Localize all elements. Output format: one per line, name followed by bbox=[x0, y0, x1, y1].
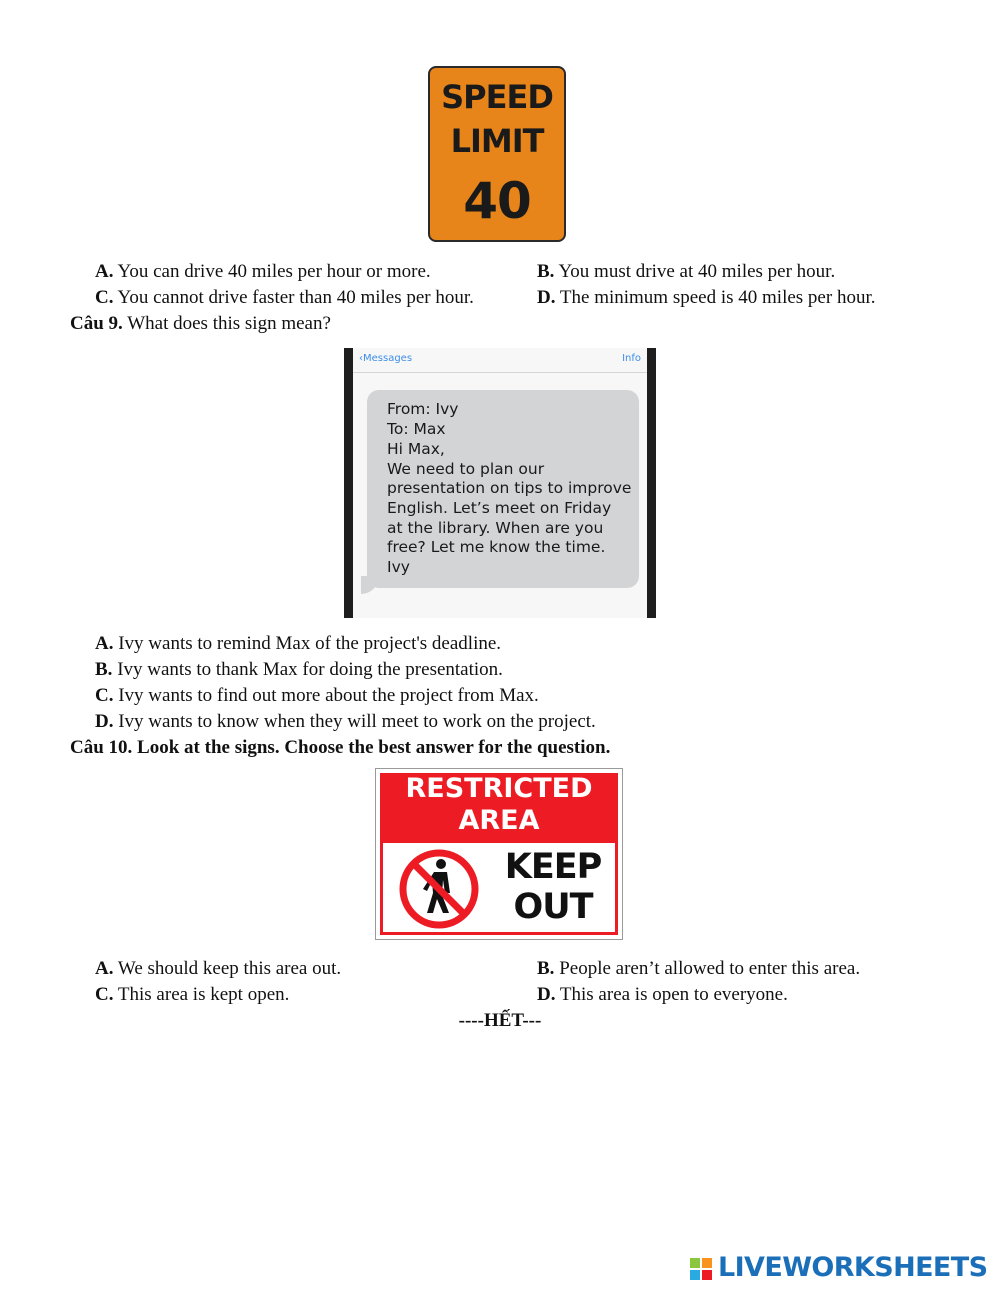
back-to-messages: ‹Messages bbox=[359, 353, 413, 364]
option-text: Ivy wants to know when they will meet to work on the project. bbox=[118, 711, 596, 732]
liveworksheets-badge-icon bbox=[690, 1258, 712, 1280]
logo-text: LIVEWORKSHEETS bbox=[718, 1252, 988, 1283]
option-letter: C. bbox=[95, 685, 114, 706]
q9-option-d[interactable] bbox=[95, 709, 596, 735]
message-line: From: Ivy bbox=[387, 400, 459, 418]
option-letter: A. bbox=[95, 958, 114, 979]
question-label: Câu 9. bbox=[70, 313, 123, 334]
q10-heading bbox=[70, 735, 610, 761]
message-line: English. Let’s meet on Friday bbox=[387, 499, 612, 517]
sign-text-restricted: RESTRICTED bbox=[405, 773, 593, 804]
message-line: Hi Max, bbox=[387, 440, 445, 458]
question-text: What does this sign mean? bbox=[127, 313, 331, 334]
option-letter: C. bbox=[95, 984, 114, 1005]
text-message-screenshot bbox=[344, 348, 656, 618]
restricted-area-sign bbox=[375, 768, 623, 940]
message-line: To: Max bbox=[387, 420, 446, 438]
message-bubble bbox=[367, 390, 639, 588]
option-text: People aren’t allowed to enter this area. bbox=[559, 958, 861, 979]
message-line: at the library. When are you bbox=[387, 519, 604, 537]
sign-text-out: OUT bbox=[513, 887, 593, 927]
speed-limit-sign bbox=[428, 66, 566, 242]
message-line: Ivy bbox=[387, 558, 410, 576]
option-letter: B. bbox=[537, 958, 555, 979]
q9-heading bbox=[70, 311, 331, 337]
option-letter: A. bbox=[95, 633, 114, 654]
restricted-area-banner bbox=[380, 773, 618, 843]
option-text: Ivy wants to remind Max of the project's deadline. bbox=[118, 633, 502, 654]
option-text: You can drive 40 miles per hour or more. bbox=[117, 261, 431, 282]
option-text: The minimum speed is 40 miles per hour. bbox=[559, 287, 876, 308]
keep-out-text bbox=[491, 847, 615, 927]
message-line: free? Let me know the time. bbox=[387, 538, 606, 556]
option-letter: B. bbox=[95, 659, 113, 680]
q8-option-d[interactable] bbox=[537, 285, 875, 311]
end-marker: ----HẾT--- bbox=[458, 1010, 542, 1031]
option-letter: B. bbox=[537, 261, 555, 282]
q9-option-a[interactable] bbox=[95, 631, 501, 657]
liveworksheets-logo bbox=[690, 1252, 990, 1286]
question-text: Look at the signs. Choose the best answer for the question. bbox=[137, 737, 611, 758]
q10-option-b[interactable] bbox=[537, 956, 860, 982]
sign-speed-value: 40 bbox=[463, 172, 531, 230]
option-letter: D. bbox=[537, 287, 556, 308]
option-letter: D. bbox=[537, 984, 556, 1005]
no-pedestrian-icon bbox=[397, 847, 481, 931]
q9-option-b[interactable] bbox=[95, 657, 503, 683]
info-link: Info bbox=[622, 353, 641, 364]
question-label: Câu 10. bbox=[70, 737, 133, 758]
keep-out-panel bbox=[380, 843, 618, 935]
sign-text-keep: KEEP bbox=[504, 847, 602, 887]
option-text: This area is open to everyone. bbox=[559, 984, 788, 1005]
messages-header bbox=[353, 348, 647, 373]
option-text: Ivy wants to thank Max for doing the presentation. bbox=[117, 659, 503, 680]
q8-option-c[interactable] bbox=[95, 285, 474, 311]
q8-option-b[interactable] bbox=[537, 259, 835, 285]
q8-option-a[interactable] bbox=[95, 259, 431, 285]
sign-text-speed: SPEED bbox=[441, 78, 553, 116]
option-letter: C. bbox=[95, 287, 114, 308]
message-line: We need to plan our bbox=[387, 460, 545, 478]
option-letter: D. bbox=[95, 711, 114, 732]
option-text: Ivy wants to find out more about the project from Max. bbox=[118, 685, 539, 706]
option-text: You must drive at 40 miles per hour. bbox=[558, 261, 836, 282]
q10-option-c[interactable] bbox=[95, 982, 289, 1008]
option-text: You cannot drive faster than 40 miles per hour. bbox=[117, 287, 474, 308]
message-line: presentation on tips to improve bbox=[387, 479, 632, 497]
q9-option-c[interactable] bbox=[95, 683, 539, 709]
option-text: We should keep this area out. bbox=[117, 958, 342, 979]
q10-option-a[interactable] bbox=[95, 956, 341, 982]
option-text: This area is kept open. bbox=[117, 984, 290, 1005]
q10-option-d[interactable] bbox=[537, 982, 788, 1008]
sign-text-limit: LIMIT bbox=[450, 122, 544, 160]
option-letter: A. bbox=[95, 261, 114, 282]
sign-text-area: AREA bbox=[458, 805, 540, 836]
